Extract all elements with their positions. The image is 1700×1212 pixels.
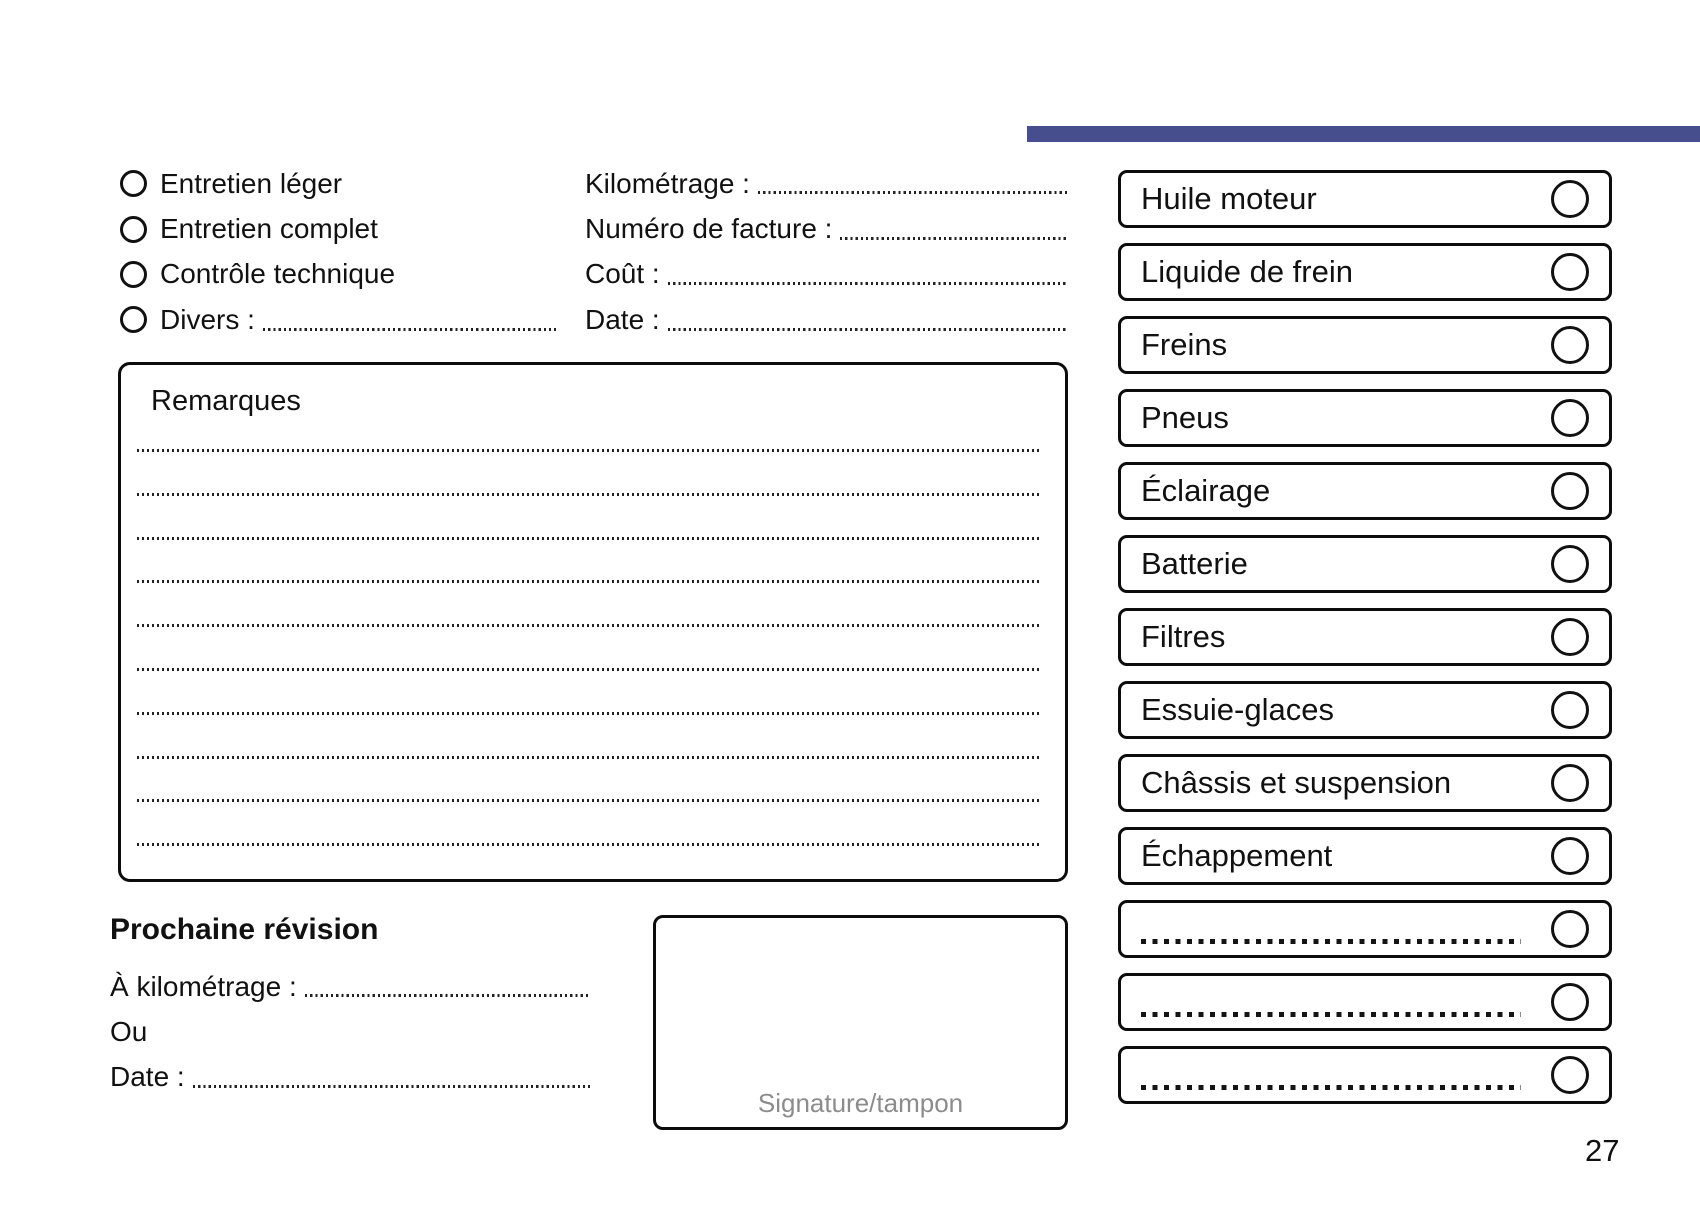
checklist-item-box (1118, 754, 1612, 812)
service-option-row (120, 297, 556, 342)
service-option-label: Entretien léger (160, 167, 343, 199)
ruled-line[interactable] (137, 493, 1040, 496)
next-service-rows (110, 964, 590, 1100)
checklist-item-box-blank (1118, 1046, 1612, 1104)
checklist-item-box (1118, 827, 1612, 885)
record-field-label: Numéro de facture : (585, 213, 833, 245)
checklist-item-box (1118, 608, 1612, 666)
status-circle[interactable] (1551, 326, 1589, 364)
blank-entry-line[interactable] (1141, 939, 1521, 944)
remarks-title: Remarques (151, 385, 301, 417)
status-circle[interactable] (1551, 983, 1589, 1021)
record-field-row (585, 161, 1067, 206)
maintenance-type-options (120, 161, 556, 343)
radio-circle[interactable] (120, 261, 147, 288)
ruled-line[interactable] (137, 624, 1040, 627)
status-circle[interactable] (1551, 472, 1589, 510)
ruled-line[interactable] (137, 449, 1040, 452)
status-circle[interactable] (1551, 399, 1589, 437)
checklist-item-label: Batterie (1141, 546, 1248, 581)
fill-in-line[interactable] (305, 994, 590, 997)
status-circle[interactable] (1551, 618, 1589, 656)
status-circle[interactable] (1551, 545, 1589, 583)
next-service-section (110, 908, 590, 1100)
record-field-row (585, 252, 1067, 297)
checklist-item-label: Pneus (1141, 400, 1229, 435)
checklist-item-label: Essuie-glaces (1141, 692, 1334, 727)
record-field-row (585, 206, 1067, 251)
status-circle[interactable] (1551, 910, 1589, 948)
record-fields (585, 161, 1067, 343)
next-service-row (110, 1009, 590, 1054)
status-circle[interactable] (1551, 1056, 1589, 1094)
checklist-column (1118, 170, 1612, 1119)
blank-entry-line[interactable] (1141, 1085, 1521, 1090)
service-option-row (120, 206, 556, 251)
checklist-item-label: Éclairage (1141, 473, 1271, 508)
checklist-item-box (1118, 535, 1612, 593)
fill-in-line[interactable] (668, 328, 1067, 331)
radio-circle[interactable] (120, 306, 147, 333)
service-option-label: Contrôle technique (160, 258, 396, 290)
record-field-label: Coût : (585, 258, 660, 290)
service-option-label: Entretien complet (160, 213, 378, 245)
status-circle[interactable] (1551, 180, 1589, 218)
ruled-line[interactable] (137, 537, 1040, 540)
record-field-label: Kilométrage : (585, 167, 750, 199)
record-field-row (585, 297, 1067, 342)
radio-circle[interactable] (120, 170, 147, 197)
page-number: 27 (1585, 1133, 1620, 1168)
ruled-line[interactable] (137, 712, 1040, 715)
ruled-line[interactable] (137, 799, 1040, 802)
next-service-label: À kilométrage : (110, 970, 297, 1002)
checklist-item-box-blank (1118, 900, 1612, 958)
service-option-row (120, 252, 556, 297)
blank-entry-line[interactable] (1141, 1012, 1521, 1017)
checklist-item-box (1118, 316, 1612, 374)
next-service-row (110, 964, 590, 1009)
status-circle[interactable] (1551, 837, 1589, 875)
accent-bar (1027, 126, 1700, 142)
remarks-box (118, 362, 1068, 882)
status-circle[interactable] (1551, 253, 1589, 291)
checklist-item-box (1118, 170, 1612, 228)
ruled-line[interactable] (137, 756, 1040, 759)
checklist-item-label: Huile moteur (1141, 181, 1317, 216)
checklist-item-label: Châssis et suspension (1141, 765, 1452, 800)
fill-in-line[interactable] (263, 328, 556, 331)
ruled-line[interactable] (137, 843, 1040, 846)
checklist-item-box-blank (1118, 973, 1612, 1031)
checklist-item-label: Liquide de frein (1141, 254, 1353, 289)
checklist-item-box (1118, 681, 1612, 739)
checklist-item-label: Filtres (1141, 619, 1226, 654)
signature-box[interactable] (653, 915, 1068, 1130)
radio-circle[interactable] (120, 216, 147, 243)
checklist-item-box (1118, 462, 1612, 520)
fill-in-line[interactable] (193, 1085, 590, 1088)
next-service-row (110, 1055, 590, 1100)
fill-in-line[interactable] (840, 237, 1067, 240)
signature-caption: Signature/tampon (757, 1088, 964, 1118)
record-field-label: Date : (585, 303, 660, 335)
next-service-title: Prochaine révision (110, 913, 379, 946)
checklist-item-box (1118, 243, 1612, 301)
fill-in-line[interactable] (758, 191, 1067, 194)
ruled-line[interactable] (137, 668, 1040, 671)
checklist-item-label: Échappement (1141, 838, 1333, 873)
remarks-write-area (137, 449, 1040, 887)
checklist-item-label: Freins (1141, 327, 1228, 362)
service-option-row (120, 161, 556, 206)
service-option-label: Divers : (160, 303, 255, 335)
next-service-label: Date : (110, 1061, 185, 1093)
status-circle[interactable] (1551, 691, 1589, 729)
ruled-line[interactable] (137, 580, 1040, 583)
status-circle[interactable] (1551, 764, 1589, 802)
next-service-label: Ou (110, 1016, 148, 1048)
checklist-item-box (1118, 389, 1612, 447)
fill-in-line[interactable] (668, 282, 1067, 285)
